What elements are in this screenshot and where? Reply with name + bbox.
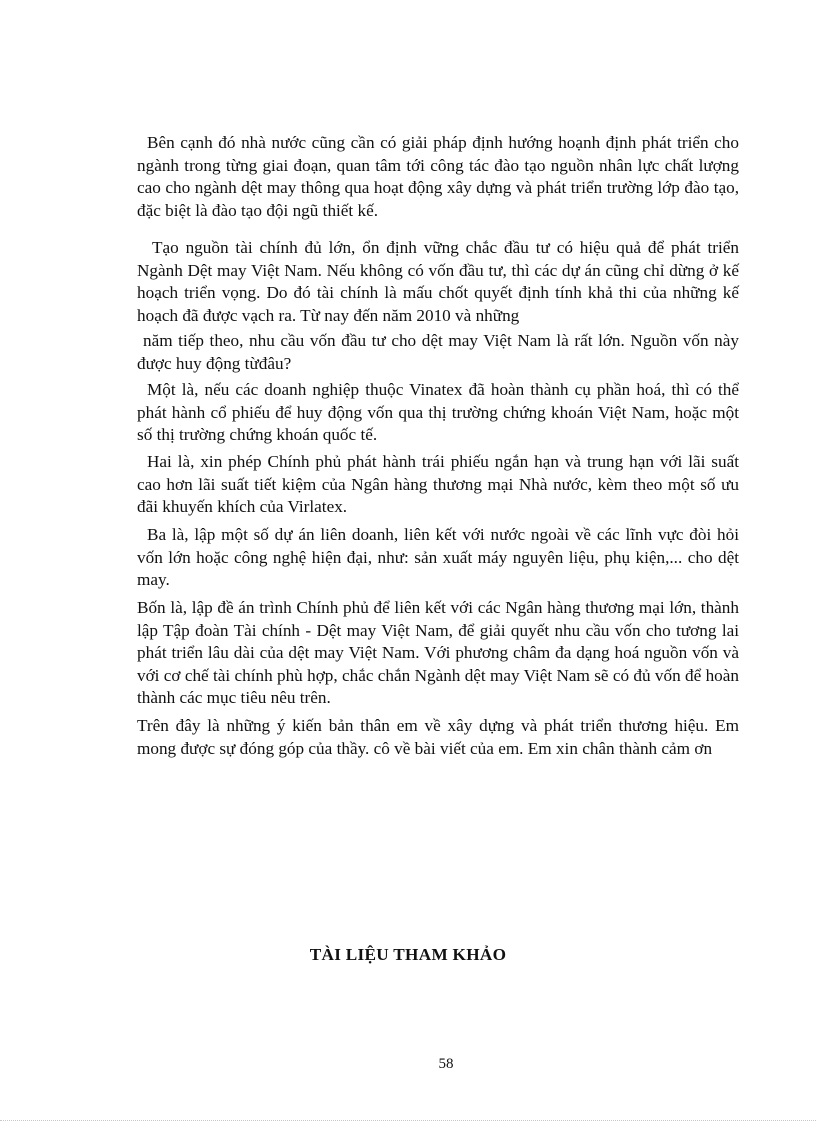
paragraph-closing: Trên đây là những ý kiến bản thân em về xây dựng và phát triển thương hiệu. Em mong được sự đóng góp của thầy. cô về bài viết của em. Em xin chân thành cảm ơn [137, 716, 739, 758]
paragraph-option-four: Bốn là, lập đề án trình Chính phủ để liên kết với các Ngân hàng thương mại lớn, thành lập Tập đoàn Tài chính - Dệt may Việt Nam, để giải quyết nhu cầu vốn cho tương lai phát triển lâu dài của dệt may Việt Nam. Với phương châm đa dạng hoá nguồn vốn và với cơ chế tài chính phù hợp, chắc chắn Ngành dệt may Việt Nam sẽ có đủ vốn để hoàn thành các mục tiêu nêu trên. [137, 598, 739, 708]
paragraph-training-solutions: Bên cạnh đó nhà nước cũng cần có giải pháp định hướng hoạnh định phát triển cho ngành trong từng giai đoạn, quan tâm tới công tác đào tạo nguồn nhân lực chất lượng cao cho ngành dệt may thông qua hoạt động xây dựng và phát triển trường lớp đào tạo, đặc biệt là đào tạo đội ngũ thiết kế. [137, 133, 739, 220]
paragraph-financial-resources: Tạo nguồn tài chính đủ lớn, ổn định vững chắc đầu tư có hiệu quả để phát triển Ngành Dệt may Việt Nam. Nếu không có vốn đầu tư, thì các dự án cũng chỉ dừng ở kế hoạch triển vọng. Do đó tài chính là mấu chốt quyết định tính khả thi của những kế hoạch đã được vạch ra. Từ nay đến năm 2010 và những [137, 238, 739, 325]
paragraph-capital-needs: năm tiếp theo, nhu cầu vốn đầu tư cho dệt may Việt Nam là rất lớn. Nguồn vốn này được huy động từđâu? [137, 331, 739, 373]
page-number: 58 [438, 1056, 454, 1072]
paragraph-option-three: Ba là, lập một số dự án liên doanh, liên kết với nước ngoài về các lĩnh vực đòi hỏi vốn lớn hoặc công nghệ hiện đại, như: sản xuất máy nguyên liệu, phụ kiện,... cho dệt may. [137, 525, 739, 590]
paragraph-option-two: Hai là, xin phép Chính phủ phát hành trái phiếu ngắn hạn và trung hạn với lãi suất cao hơn lãi suất tiết kiệm của Ngân hàng thương mại Nhà nước, kèm theo một số ưu đãi khuyến khích của Virlatex. [137, 452, 739, 517]
page-bottom-divider [0, 1120, 816, 1121]
references-heading: TÀI LIỆU THAM KHẢO [309, 945, 507, 964]
paragraph-option-one: Một là, nếu các doanh nghiệp thuộc Vinatex đã hoàn thành cụ phần hoá, thì có thể phát hành cổ phiếu để huy động vốn qua thị trường chứng khoán Việt Nam, hoặc một số thị trường chứng khoán quốc tế. [137, 380, 739, 445]
